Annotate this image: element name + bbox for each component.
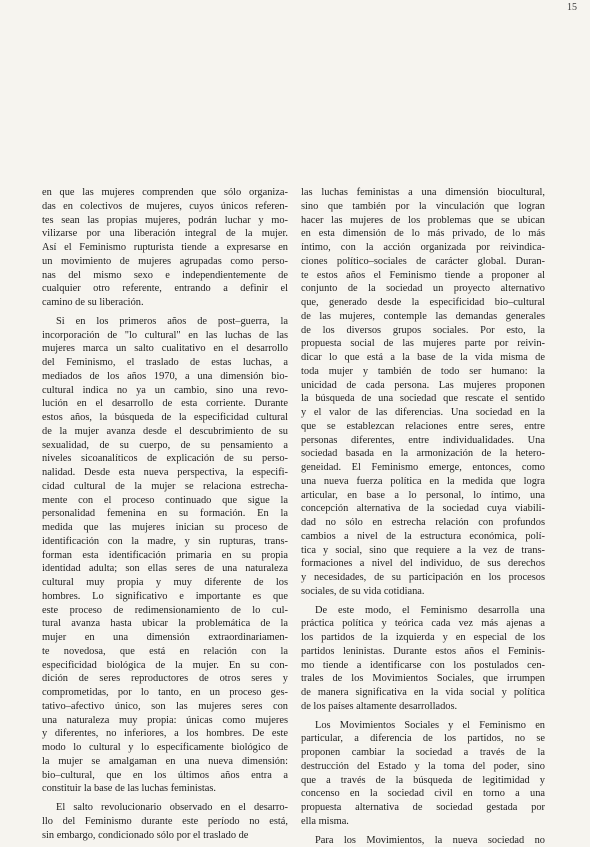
text-line: que a través de la búsqueda de legitimidad y [301,774,545,788]
text-line: tes sean las propias mujeres, podrán luchar y mo- [42,214,288,228]
text-line: nas del mismo sexo e independientemente de [42,269,288,283]
text-line: cultural indica no ya un cambio, sino una revo- [42,384,288,398]
text-line: llo del Feminismo durante este período no está, [42,815,288,829]
text-line: ella misma. [301,815,545,829]
text-line: comprometidas, por lo tanto, en un proceso ges- [42,686,288,700]
text-line: sexualidad, de su cuerpo, de su pensamiento a [42,439,288,453]
text-line: proponen cambiar la sociedad a través de la [301,746,545,760]
text-line: personalidad femenina en su formación. En la [42,507,288,521]
text-line: concenso en la sociedad civil en torno a una [301,787,545,801]
text-line: en que las mujeres comprenden que sólo organiza- [42,186,288,200]
text-line: bio–cultural, que en los últimos años entra a [42,769,288,783]
text-line: propuesta social de las mujeres parte por reivin- [301,337,545,351]
text-line: identidad adulta; son ellas seres de una naturaleza [42,562,288,576]
text-line: sociales, de su vida cotidiana. [301,585,545,599]
text-line: sin embargo, condicionado sólo por el traslado de [42,829,288,843]
text-line: mente con el proceso continuado que sigue la [42,494,288,508]
text-line: Si en los primeros años de post–guerra, la [42,315,288,329]
text-line: Para los Movimientos, la nueva sociedad no [301,834,545,847]
text-column-right [301,186,545,847]
text-line: este proceso de redimensionamiento de lo cul- [42,604,288,618]
text-line: estos años, la búsqueda de la especificidad cultural [42,411,288,425]
text-line: medida que las mujeres inician su proceso de [42,521,288,535]
text-line: tica y social, sino que requiere a la vez de trans- [301,544,545,558]
text-line: te estos años el Feminismo tiende a proponer al [301,269,545,283]
text-line: conjunto de la sociedad un proyecto alternativo [301,282,545,296]
text-line: propuesta alternativa de sociedad gestada por [301,801,545,815]
text-line: identificación con la madre, y sin rupturas, trans- [42,535,288,549]
text-line: práctica política y teórica cada vez más ajenas a [301,617,545,631]
text-line: de las mujeres, contemple las demandas generales [301,310,545,324]
text-line: una naturaleza muy propia: únicas como mujeres [42,714,288,728]
text-column-left [42,186,288,842]
text-line: de manera significativa en la vida social y política [301,686,545,700]
text-line: dición de seres reproductores de otros seres y [42,672,288,686]
text-line: Los Movimientos Sociales y el Feminismo en [301,719,545,733]
text-line: lución en el desarrollo de esta corriente. Durante [42,397,288,411]
text-line: cultural muy propia y muy diferente de los [42,576,288,590]
text-line: ciones político–sociales de carácter global. Duran- [301,255,545,269]
text-line: De este modo, el Feminismo desarrolla una [301,604,545,618]
text-line: formaciones a nivel del individuo, de sus derechos [301,557,545,571]
page-number: 15 [557,2,577,13]
text-line: de los diversos grupos sociales. Por esto, la [301,324,545,338]
text-line: cambios a nivel de la estructura económica, polí- [301,530,545,544]
text-line: cualquier otro referente, entrando a definir el [42,282,288,296]
text-line: sino que también por la vinculación que logran [301,200,545,214]
text-line: de los países altamente desarrollados. [301,700,545,714]
text-line: tativo–afectivo único, son las mujeres seres con [42,700,288,714]
text-line: íntimo, con la acción organizada por reivindica- [301,241,545,255]
text-line: geneidad. El Feminismo emerge, entonces, como [301,461,545,475]
text-line: una nueva fuerza política en la medida que logra [301,475,545,489]
text-line: trales de los Movimientos Sociales, que irrumpen [301,672,545,686]
text-line: hacer las mujeres de los problemas que se ubican [301,214,545,228]
text-line: camino de su liberación. [42,296,288,310]
text-line: constituir la base de las luchas feministas. [42,782,288,796]
text-line: en esta dimensión de lo más privado, de lo más [301,227,545,241]
text-line: sociedad basada en la armonización de la hetero- [301,447,545,461]
text-line: El salto revolucionario observado en el desarro- [42,801,288,815]
text-line: que, generado desde la especificidad bio–cultural [301,296,545,310]
text-line: hombres. Lo significativo e importante es que [42,590,288,604]
text-line: particular, a diferencia de los partidos, no se [301,732,545,746]
text-line: la mujer se amalgaman en una nueva dimensión: [42,755,288,769]
text-line: de la mujer avanza desde el descubrimiento de su [42,425,288,439]
text-line: y diferentes, no inferiores, a los hombres. De este [42,727,288,741]
text-line: del Feminismo, el traslado de estas luchas, a [42,356,288,370]
text-line: incorporación de "lo cultural" en las luchas de las [42,329,288,343]
text-line: la búsqueda de una sociedad que rescate el sentido [301,392,545,406]
text-line: Así el Feminismo rupturista tiende a expresarse en [42,241,288,255]
text-line: los partidos de la izquierda y en especial de los [301,631,545,645]
text-line: dicar lo que está a la base de la vida misma de [301,351,545,365]
text-line: mo tiende a identificarse con los postulados cen- [301,659,545,673]
text-line: te novedosa, que está en relación con la [42,645,288,659]
text-line: un movimiento de mujeres agrupadas como perso- [42,255,288,269]
text-line: modo lo cultural y lo específicamente biológico de [42,741,288,755]
text-line: das en colectivos de mujeres, cuyos únicos referen- [42,200,288,214]
text-line: niveles sicoanalíticos de explicación de su perso- [42,452,288,466]
text-line: y el valor de las diferencias. Una sociedad en la [301,406,545,420]
text-line: mediados de los años 1970, a una dimensión bio- [42,370,288,384]
text-line: las luchas feministas a una dimensión biocultural, [301,186,545,200]
text-line: tural avanza hasta ubicar la problemática de la [42,617,288,631]
text-line: nalidad. Desde esta nueva perspectiva, la especifi- [42,466,288,480]
text-line: mujer en una dimensión extraordinariamen- [42,631,288,645]
text-line: unicidad de cada persona. Las mujeres proponen [301,379,545,393]
text-line: especificidad biológica de la mujer. En su con- [42,659,288,673]
text-line: forman esta identificación primaria en su propia [42,549,288,563]
text-line: cidad cultural de la mujer se relaciona estrecha- [42,480,288,494]
text-line: y necesidades, de su participación en los procesos [301,571,545,585]
text-line: mujeres marca un salto cualitativo en el desarrollo [42,342,288,356]
text-line: destrucción del Estado y la toma del poder, sino [301,760,545,774]
text-line: concepción alternativa de la sociedad cuya viabili- [301,502,545,516]
text-line: que se establezcan relaciones entre seres, entre [301,420,545,434]
text-line: vilizarse por una liberación integral de la mujer. [42,227,288,241]
text-line: partidos leninistas. Durante estos años el Feminis- [301,645,545,659]
text-line: toda mujer y también de todo ser humano: la [301,365,545,379]
text-line: personas diferentes, entre individualidades. Una [301,434,545,448]
text-line: dad no sólo en estrecha relación con profundos [301,516,545,530]
text-line: articular, en base a lo personal, lo íntimo, una [301,489,545,503]
